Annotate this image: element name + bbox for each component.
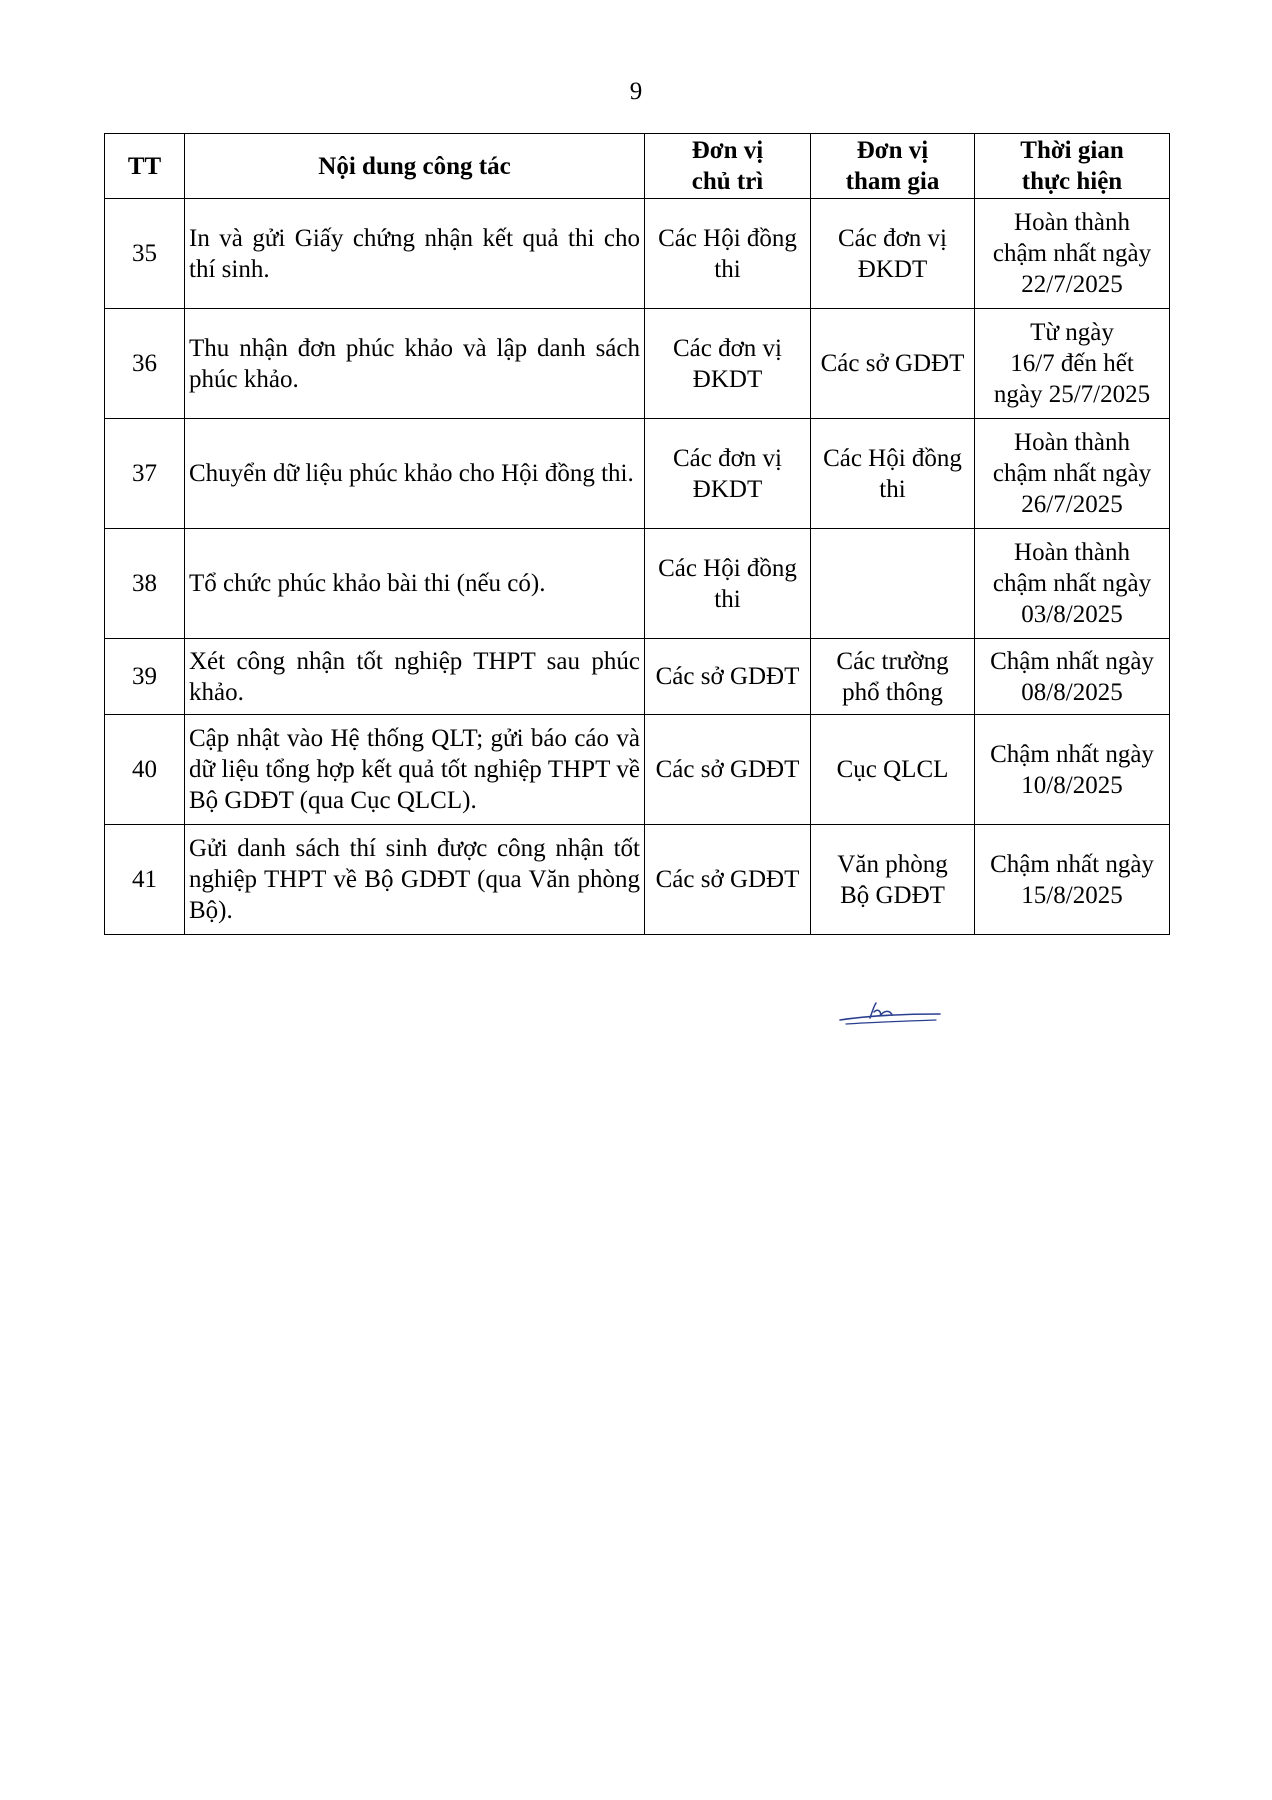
row-number: 35: [105, 199, 185, 309]
header-participate-line: tham gia: [845, 168, 940, 195]
lead-unit: [645, 639, 811, 715]
participating-unit-line: Văn phòng: [837, 850, 948, 878]
deadline-line: Chậm nhất ngày: [990, 647, 1154, 675]
schedule-table: [104, 133, 1170, 935]
deadline-line: Từ ngày: [1030, 319, 1114, 346]
row-number: 41: [105, 825, 185, 935]
deadline-line: Chậm nhất ngày: [990, 740, 1154, 768]
deadline-line: 08/8/2025: [1021, 678, 1123, 706]
deadline: [975, 639, 1170, 715]
lead-unit-line: Các Hội đồng: [658, 224, 797, 252]
lead-unit-line: Các sở GDĐT: [655, 756, 800, 783]
row-number: 40: [105, 715, 185, 825]
deadline-line: Hoàn thành: [1014, 539, 1130, 566]
participating-unit: [811, 825, 975, 935]
table-row: [105, 639, 1170, 715]
deadline-line: 15/8/2025: [1021, 881, 1123, 909]
lead-unit: [645, 309, 811, 419]
lead-unit: [645, 529, 811, 639]
deadline: [975, 529, 1170, 639]
deadline-line: chậm nhất ngày: [992, 570, 1152, 597]
row-number: 39: [105, 639, 185, 715]
lead-unit: [645, 419, 811, 529]
lead-unit-line: Các sở GDĐT: [655, 663, 800, 690]
row-number: 38: [105, 529, 185, 639]
task-content: Thu nhận đơn phúc khảo và lập danh sách phúc khảo.: [185, 309, 645, 419]
participating-unit: [811, 309, 975, 419]
participating-unit-line: Các sở GDĐT: [820, 350, 965, 377]
participating-unit: [811, 419, 975, 529]
table-row: [105, 309, 1170, 419]
deadline-line: 03/8/2025: [1021, 601, 1123, 628]
table-row: [105, 529, 1170, 639]
participating-unit-line: Các đơn vị: [837, 224, 948, 252]
lead-unit-line: ĐKDT: [692, 475, 763, 503]
table-row: [105, 715, 1170, 825]
header-tt: TT: [105, 134, 185, 199]
lead-unit: [645, 199, 811, 309]
header-lead-line: chủ trì: [691, 168, 764, 195]
deadline: [975, 309, 1170, 419]
participating-unit: [811, 199, 975, 309]
header-time-line: thực hiện: [1021, 168, 1123, 195]
initial-signature: [836, 998, 946, 1028]
header-participate-line: Đơn vị: [856, 137, 929, 164]
header-participating-unit: [811, 134, 975, 199]
deadline-line: Hoàn thành: [1014, 209, 1130, 236]
task-content: Gửi danh sách thí sinh được công nhận tốt nghiệp THPT về Bộ GDĐT (qua Văn phòng Bộ).: [185, 825, 645, 935]
header-lead-unit: [645, 134, 811, 199]
participating-unit-line: Cục QLCL: [836, 756, 949, 783]
lead-unit-line: Các đơn vị: [672, 444, 783, 472]
table-row: [105, 419, 1170, 529]
participating-unit: [811, 529, 975, 639]
participating-unit-line: ĐKDT: [857, 255, 928, 283]
deadline: [975, 419, 1170, 529]
deadline-line: chậm nhất ngày: [992, 460, 1152, 487]
task-content: Tổ chức phúc khảo bài thi (nếu có).: [185, 529, 645, 639]
lead-unit: [645, 715, 811, 825]
header-time-line: Thời gian: [1020, 137, 1124, 164]
deadline-line: 22/7/2025: [1021, 271, 1123, 298]
header-time: [975, 134, 1170, 199]
participating-unit-line: Bộ GDĐT: [840, 881, 945, 909]
deadline-line: ngày 25/7/2025: [993, 381, 1151, 408]
task-content: Xét công nhận tốt nghiệp THPT sau phúc khảo.: [185, 639, 645, 715]
lead-unit-line: Các đơn vị: [672, 334, 783, 362]
table-row: [105, 825, 1170, 935]
row-number: 37: [105, 419, 185, 529]
deadline-line: chậm nhất ngày: [992, 240, 1152, 267]
deadline-line: Hoàn thành: [1014, 429, 1130, 456]
deadline: [975, 825, 1170, 935]
task-content: Cập nhật vào Hệ thống QLT; gửi báo cáo và dữ liệu tổng hợp kết quả tốt nghiệp THPT về Bộ GDĐT (qua Cục QLCL).: [185, 715, 645, 825]
lead-unit-line: thi: [714, 585, 741, 613]
deadline-line: 26/7/2025: [1021, 491, 1123, 518]
participating-unit-line: Các Hội đồng: [823, 444, 962, 472]
lead-unit-line: thi: [714, 255, 741, 283]
participating-unit-line: phổ thông: [842, 678, 943, 706]
participating-unit: [811, 715, 975, 825]
signature-stroke: [840, 1014, 940, 1020]
deadline-line: 16/7 đến hết: [1010, 350, 1134, 377]
task-content: Chuyển dữ liệu phúc khảo cho Hội đồng thi.: [185, 419, 645, 529]
deadline: [975, 199, 1170, 309]
participating-unit-line: Các trường: [836, 647, 949, 675]
lead-unit-line: Các sở GDĐT: [655, 866, 800, 893]
lead-unit-line: Các Hội đồng: [658, 554, 797, 582]
page-number: 9: [629, 78, 643, 105]
signature-stroke: [846, 1020, 936, 1024]
deadline-line: 10/8/2025: [1021, 771, 1123, 799]
lead-unit: [645, 825, 811, 935]
deadline: [975, 715, 1170, 825]
deadline-line: Chậm nhất ngày: [990, 850, 1154, 878]
lead-unit-line: ĐKDT: [692, 365, 763, 393]
task-content: In và gửi Giấy chứng nhận kết quả thi cho thí sinh.: [185, 199, 645, 309]
participating-unit: [811, 639, 975, 715]
participating-unit-line: thi: [879, 475, 906, 503]
header-lead-line: Đơn vị: [691, 137, 764, 164]
table-row: [105, 199, 1170, 309]
table-header-row: [105, 134, 1170, 199]
header-task: Nội dung công tác: [185, 134, 645, 199]
row-number: 36: [105, 309, 185, 419]
